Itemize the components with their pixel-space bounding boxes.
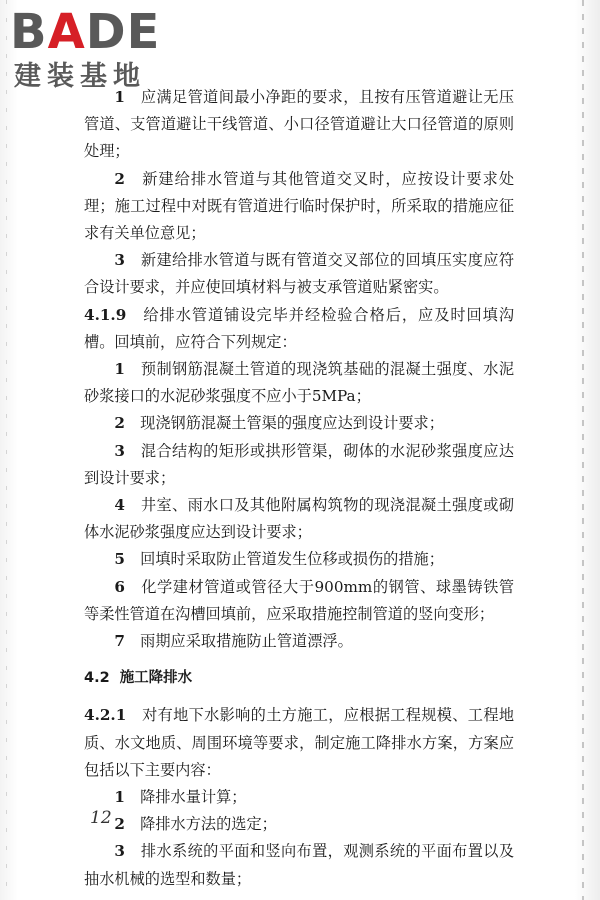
item-number: 1	[114, 788, 125, 807]
clause-number: 4.1.9	[84, 305, 127, 324]
page-number: 12	[90, 808, 112, 828]
item-number: 2	[114, 414, 125, 433]
scan-edge-left	[6, 0, 7, 900]
item-text: 化学建材管道或管径大于900mm的钢管、球墨铸铁管等柔性管道在沟槽回填前，应采取措施控制管道的竖向变形；	[84, 577, 515, 623]
clause-4-1-9	[84, 302, 514, 356]
clause-4-2-1-item-1	[84, 784, 514, 811]
clause-4-1-9-item-6	[84, 574, 514, 628]
item-number: 3	[114, 842, 125, 861]
item-text: 雨期应采取措施防止管道漂浮。	[140, 632, 353, 651]
clause-4-1-9-item-7	[84, 628, 514, 655]
logo-accent-letter: A	[47, 4, 86, 60]
item-text: 排水系统的平面和竖向布置，观测系统的平面布置以及抽水机械的选型和数量；	[84, 842, 515, 888]
clause-text: 对有地下水影响的土方施工，应根据工程规模、工程地质、水文地质、周围环境等要求，制定施工降排水方案，方案应包括以下主要内容：	[84, 706, 515, 779]
clause-number: 4.2.1	[84, 706, 127, 725]
document-body	[84, 84, 514, 893]
item-text: 井室、雨水口及其他附属构筑物的现浇混凝土强度或砌体水泥砂浆强度应达到设计要求；	[84, 496, 515, 542]
item-number: 1	[114, 88, 125, 106]
item-text: 预制钢筋混凝土管道的现浇筑基础的混凝土强度、水泥砂浆接口的水泥砂浆强度不应小于5MPa；	[84, 360, 515, 406]
item-text: 降排水方法的选定；	[140, 815, 277, 834]
item-text: 新建给排水管道与其他管道交叉时，应按设计要求处理；施工过程中对既有管道进行临时保护时，所采取的措施应征求有关单位意见；	[84, 169, 515, 243]
section-title: 施工降排水	[119, 670, 193, 687]
clause-4-2-1-item-3	[84, 838, 514, 892]
item-number: 2	[114, 815, 125, 834]
item-number: 2	[114, 169, 125, 188]
clause-4-1-9-item-1	[84, 356, 514, 410]
clause-4-1-9-item-4	[84, 492, 514, 546]
item-text: 降排水量计算；	[140, 788, 247, 807]
paragraph-3	[84, 247, 514, 301]
clause-4-1-9-item-3	[84, 438, 514, 492]
item-number: 3	[114, 251, 125, 270]
item-number: 3	[114, 441, 125, 460]
item-text: 回填时采取防止管道发生位移或损伤的措施；	[140, 550, 444, 569]
watermark-logo	[10, 6, 180, 96]
item-text: 新建给排水管道与既有管道交叉部位的回填压实度应符合设计要求，并应使回填材料与被支承管道贴紧密实。	[84, 251, 515, 297]
clause-4-2-1-item-2	[84, 811, 514, 838]
item-text: 应满足管道间最小净距的要求，且按有压管道避让无压管道、支管道避让干线管道、小口径管道避让大口径管道的原则处理；	[84, 88, 515, 161]
item-text: 混合结构的矩形或拱形管渠，砌体的水泥砂浆强度应达到设计要求；	[84, 441, 515, 487]
scan-edge-right	[582, 0, 584, 900]
logo-subtitle: 建装基地	[14, 61, 146, 92]
logo-wordmark: BADE	[10, 4, 161, 60]
section-number: 4.2	[84, 670, 110, 687]
clause-4-1-9-item-2	[84, 410, 514, 437]
clause-text: 给排水管道铺设完毕并经检验合格后，应及时回填沟槽。回填前，应符合下列规定：	[84, 305, 515, 351]
item-number: 6	[114, 577, 125, 596]
section-heading	[84, 665, 514, 692]
clause-4-1-9-item-5	[84, 546, 514, 573]
item-text: 现浇钢筋混凝土管渠的强度应达到设计要求；	[140, 414, 444, 433]
clause-4-2-1	[84, 702, 514, 784]
paragraph-1	[84, 84, 514, 166]
item-number: 4	[114, 496, 125, 515]
item-number: 1	[114, 360, 125, 379]
item-number: 7	[114, 632, 125, 651]
item-number: 5	[114, 550, 125, 569]
paragraph-2	[84, 166, 514, 248]
